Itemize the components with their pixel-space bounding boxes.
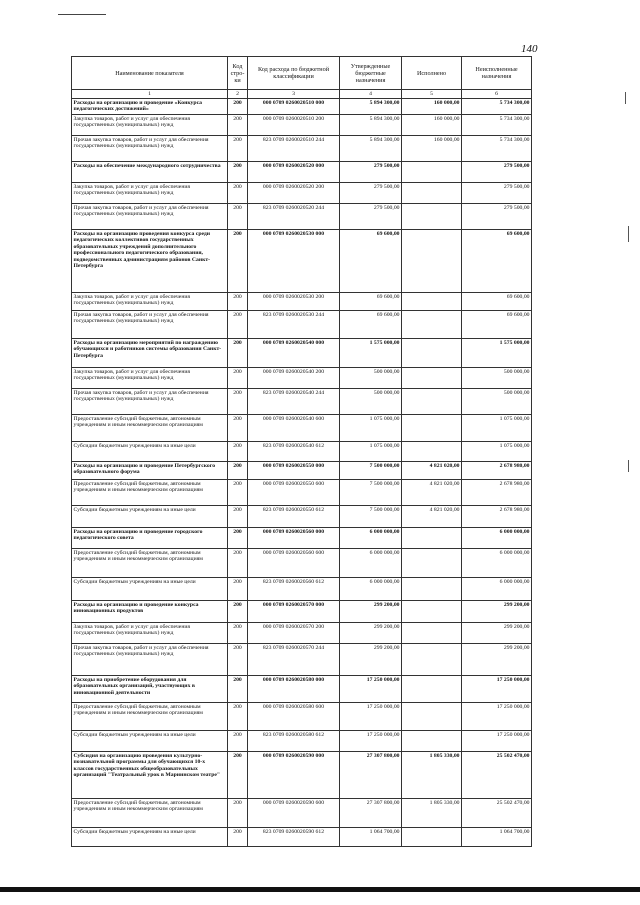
row-line-code: 200 [228, 828, 248, 847]
header-executed: Исполнено [402, 57, 462, 90]
column-number: 6 [462, 90, 532, 99]
row-classification: 000 0709 0260020550 000 [248, 462, 340, 480]
row-name: Предоставление субсидий бюджетным, автономным учреждениям и иным некоммерческим организациям [72, 799, 228, 828]
row-executed [402, 389, 462, 415]
row-approved: 17 250 000,00 [340, 703, 402, 731]
table-row [72, 415, 532, 442]
row-name: Закупка товаров, работ и услуг для обеспечения государственных (муниципальных) нужд [72, 115, 228, 136]
row-line-code: 200 [228, 293, 248, 311]
row-executed [402, 528, 462, 549]
row-classification: 000 0709 0260020590 600 [248, 799, 340, 828]
row-unexecuted: 1 064 700,00 [462, 828, 532, 847]
table-row [72, 389, 532, 415]
row-name: Закупка товаров, работ и услуг для обеспечения государственных (муниципальных) нужд [72, 368, 228, 389]
table-row [72, 676, 532, 703]
table-row [72, 162, 532, 183]
table-row [72, 99, 532, 115]
row-line-code: 200 [228, 703, 248, 731]
row-line-code: 200 [228, 204, 248, 230]
row-approved: 6 000 000,00 [340, 549, 402, 578]
header-budget-classification: Код расхода по бюджетной классификации [248, 57, 340, 90]
row-line-code: 200 [228, 731, 248, 752]
table-row [72, 506, 532, 528]
row-executed [402, 415, 462, 442]
row-line-code: 200 [228, 99, 248, 115]
row-classification: 000 0709 0260020590 000 [248, 752, 340, 799]
row-executed: 4 821 020,00 [402, 462, 462, 480]
row-unexecuted: 299 200,00 [462, 601, 532, 623]
row-name: Расходы на организацию и проведение Петербургского образовательного форума [72, 462, 228, 480]
row-name: Субсидии бюджетным учреждениям на иные цели [72, 442, 228, 462]
row-unexecuted: 17 250 000,00 [462, 731, 532, 752]
row-classification: 823 0709 0260020520 244 [248, 204, 340, 230]
row-line-code: 200 [228, 799, 248, 828]
row-executed [402, 368, 462, 389]
row-unexecuted: 69 600,00 [462, 230, 532, 293]
row-unexecuted: 1 075 000,00 [462, 415, 532, 442]
row-approved: 5 894 300,00 [340, 136, 402, 162]
row-classification: 000 0709 0260020580 600 [248, 703, 340, 731]
header-line-code: Код стро-ки [228, 57, 248, 90]
row-approved: 7 500 000,00 [340, 462, 402, 480]
row-unexecuted: 6 000 000,00 [462, 528, 532, 549]
row-executed [402, 204, 462, 230]
row-executed: 4 821 020,00 [402, 506, 462, 528]
row-classification: 000 0709 0260020530 000 [248, 230, 340, 293]
row-unexecuted: 500 000,00 [462, 389, 532, 415]
row-classification: 823 0709 0260020570 244 [248, 644, 340, 676]
table-row [72, 204, 532, 230]
row-classification: 823 0709 0260020540 612 [248, 442, 340, 462]
row-name: Расходы на обеспечение международного сотрудничества [72, 162, 228, 183]
row-line-code: 200 [228, 368, 248, 389]
row-line-code: 200 [228, 462, 248, 480]
top-rule [58, 14, 106, 15]
row-classification: 000 0709 0260020540 200 [248, 368, 340, 389]
column-number: 4 [340, 90, 402, 99]
table-row [72, 528, 532, 549]
row-name: Субсидии бюджетным учреждениям на иные цели [72, 828, 228, 847]
row-classification: 000 0709 0260020560 000 [248, 528, 340, 549]
table-row [72, 136, 532, 162]
row-unexecuted: 5 734 300,00 [462, 115, 532, 136]
row-executed [402, 644, 462, 676]
table-row [72, 183, 532, 204]
row-classification: 000 0709 0260020540 000 [248, 339, 340, 368]
row-unexecuted: 2 678 980,00 [462, 480, 532, 506]
row-classification: 823 0709 0260020560 612 [248, 578, 340, 601]
table-row [72, 703, 532, 731]
page-number: 140 [521, 43, 538, 55]
row-executed [402, 601, 462, 623]
row-name: Закупка товаров, работ и услуг для обеспечения государственных (муниципальных) нужд [72, 623, 228, 644]
row-approved: 299 200,00 [340, 623, 402, 644]
row-line-code: 200 [228, 506, 248, 528]
row-executed: 160 000,00 [402, 136, 462, 162]
row-approved: 69 600,00 [340, 230, 402, 293]
row-unexecuted: 17 250 000,00 [462, 703, 532, 731]
row-name: Прочая закупка товаров, работ и услуг для обеспечения государственных (муниципальных) нужд [72, 389, 228, 415]
row-name: Субсидии бюджетным учреждениям на иные цели [72, 578, 228, 601]
row-line-code: 200 [228, 136, 248, 162]
row-executed [402, 230, 462, 293]
column-number: 3 [248, 90, 340, 99]
row-executed [402, 293, 462, 311]
row-name: Расходы на приобретение оборудования для образовательных организаций, участвующих в инновационной деятельности [72, 676, 228, 703]
row-approved: 500 000,00 [340, 368, 402, 389]
row-classification: 000 0709 0260020510 200 [248, 115, 340, 136]
row-name: Расходы на организацию и проведение городского педагогического совета [72, 528, 228, 549]
row-unexecuted: 279 500,00 [462, 204, 532, 230]
column-number: 5 [402, 90, 462, 99]
row-approved: 279 500,00 [340, 183, 402, 204]
row-classification: 000 0709 0260020540 600 [248, 415, 340, 442]
row-approved: 27 307 800,00 [340, 752, 402, 799]
table-row [72, 368, 532, 389]
row-executed: 160 000,00 [402, 99, 462, 115]
table-row [72, 339, 532, 368]
row-executed [402, 183, 462, 204]
row-approved: 1 075 000,00 [340, 442, 402, 462]
row-classification: 000 0709 0260020570 200 [248, 623, 340, 644]
row-approved: 279 500,00 [340, 162, 402, 183]
row-unexecuted: 279 500,00 [462, 162, 532, 183]
row-approved: 500 000,00 [340, 389, 402, 415]
row-executed [402, 311, 462, 339]
row-unexecuted: 1 575 000,00 [462, 339, 532, 368]
row-classification: 000 0709 0260020580 000 [248, 676, 340, 703]
row-approved: 17 250 000,00 [340, 731, 402, 752]
row-name: Расходы на организацию мероприятий по награждению обучающихся и работников системы образования Санкт-Петербурга [72, 339, 228, 368]
row-unexecuted: 6 000 000,00 [462, 549, 532, 578]
table-row [72, 549, 532, 578]
row-classification: 823 0709 0260020540 244 [248, 389, 340, 415]
column-number: 2 [228, 90, 248, 99]
row-approved: 69 600,00 [340, 293, 402, 311]
row-executed: 4 821 020,00 [402, 480, 462, 506]
table-row [72, 828, 532, 847]
table-row [72, 230, 532, 293]
row-executed [402, 703, 462, 731]
row-line-code: 200 [228, 623, 248, 644]
table-row [72, 462, 532, 480]
row-unexecuted: 2 678 980,00 [462, 462, 532, 480]
row-approved: 5 894 300,00 [340, 115, 402, 136]
table-row [72, 601, 532, 623]
table-body [72, 99, 532, 847]
row-executed [402, 578, 462, 601]
row-unexecuted: 299 200,00 [462, 623, 532, 644]
row-line-code: 200 [228, 480, 248, 506]
budget-execution-table [71, 56, 532, 847]
row-unexecuted: 5 734 300,00 [462, 99, 532, 115]
row-line-code: 200 [228, 183, 248, 204]
row-approved: 69 600,00 [340, 311, 402, 339]
row-classification: 000 0709 0260020520 000 [248, 162, 340, 183]
row-executed: 1 805 330,00 [402, 752, 462, 799]
row-executed [402, 549, 462, 578]
row-unexecuted: 69 600,00 [462, 311, 532, 339]
row-executed [402, 623, 462, 644]
row-line-code: 200 [228, 162, 248, 183]
row-approved: 1 064 700,00 [340, 828, 402, 847]
row-approved: 17 250 000,00 [340, 676, 402, 703]
row-approved: 299 200,00 [340, 644, 402, 676]
row-approved: 7 500 000,00 [340, 480, 402, 506]
row-name: Закупка товаров, работ и услуг для обеспечения государственных (муниципальных) нужд [72, 293, 228, 311]
row-approved: 279 500,00 [340, 204, 402, 230]
row-approved: 1 575 000,00 [340, 339, 402, 368]
row-line-code: 200 [228, 115, 248, 136]
row-classification: 823 0709 0260020590 612 [248, 828, 340, 847]
row-name: Субсидии бюджетным учреждениям на иные цели [72, 731, 228, 752]
row-name: Расходы на организацию проведения конкурса среди педагогических коллективов государственных образовательных учреждений дополнительного профессионального педагогического образования, подведомственных администрациям районов Санкт-Петербурга [72, 230, 228, 293]
row-name: Прочая закупка товаров, работ и услуг для обеспечения государственных (муниципальных) нужд [72, 204, 228, 230]
row-line-code: 200 [228, 230, 248, 293]
row-classification: 823 0709 0260020530 244 [248, 311, 340, 339]
table-row [72, 578, 532, 601]
row-unexecuted: 1 075 000,00 [462, 442, 532, 462]
row-approved: 1 075 000,00 [340, 415, 402, 442]
row-name: Субсидии бюджетным учреждениям на иные цели [72, 506, 228, 528]
header-indicator-name: Наименование показателя [72, 57, 228, 90]
row-executed [402, 731, 462, 752]
row-unexecuted: 5 734 300,00 [462, 136, 532, 162]
edge-mark [628, 226, 629, 242]
header-approved: Утвержденные бюджетные назначения [340, 57, 402, 90]
row-unexecuted: 25 502 470,00 [462, 752, 532, 799]
row-line-code: 200 [228, 676, 248, 703]
table-row [72, 799, 532, 828]
edge-mark [628, 460, 629, 472]
table-row [72, 731, 532, 752]
row-classification: 000 0709 0260020560 600 [248, 549, 340, 578]
row-line-code: 200 [228, 752, 248, 799]
row-line-code: 200 [228, 549, 248, 578]
row-name: Прочая закупка товаров, работ и услуг для обеспечения государственных (муниципальных) нужд [72, 136, 228, 162]
row-approved: 6 000 000,00 [340, 578, 402, 601]
row-name: Предоставление субсидий бюджетным, автономным учреждениям и иным некоммерческим организациям [72, 480, 228, 506]
row-line-code: 200 [228, 415, 248, 442]
row-approved: 7 500 000,00 [340, 506, 402, 528]
row-classification: 000 0709 0260020510 000 [248, 99, 340, 115]
row-classification: 823 0709 0260020550 612 [248, 506, 340, 528]
row-classification: 000 0709 0260020570 000 [248, 601, 340, 623]
row-classification: 000 0709 0260020530 200 [248, 293, 340, 311]
row-executed [402, 162, 462, 183]
row-classification: 823 0709 0260020580 612 [248, 731, 340, 752]
edge-mark [625, 92, 626, 104]
row-executed [402, 442, 462, 462]
table-row [72, 115, 532, 136]
row-name: Предоставление субсидий бюджетным, автономным учреждениям и иным некоммерческим организациям [72, 703, 228, 731]
row-name: Прочая закупка товаров, работ и услуг для обеспечения государственных (муниципальных) нужд [72, 644, 228, 676]
row-classification: 000 0709 0260020520 200 [248, 183, 340, 204]
row-approved: 27 307 800,00 [340, 799, 402, 828]
row-line-code: 200 [228, 578, 248, 601]
table-row [72, 752, 532, 799]
row-approved: 299 200,00 [340, 601, 402, 623]
row-unexecuted: 279 500,00 [462, 183, 532, 204]
header-unexecuted: Неисполненные назначения [462, 57, 532, 90]
column-number-row [72, 90, 532, 99]
row-unexecuted: 17 250 000,00 [462, 676, 532, 703]
table-row [72, 442, 532, 462]
row-executed [402, 828, 462, 847]
row-unexecuted: 25 502 470,00 [462, 799, 532, 828]
row-line-code: 200 [228, 601, 248, 623]
row-unexecuted: 299 200,00 [462, 644, 532, 676]
table-header-row [72, 57, 532, 90]
row-name: Предоставление субсидий бюджетным, автономным учреждениям и иным некоммерческим организациям [72, 549, 228, 578]
row-unexecuted: 69 600,00 [462, 293, 532, 311]
table-row [72, 480, 532, 506]
row-line-code: 200 [228, 311, 248, 339]
row-line-code: 200 [228, 644, 248, 676]
row-line-code: 200 [228, 389, 248, 415]
row-executed: 160 000,00 [402, 115, 462, 136]
bottom-scan-bar [0, 887, 640, 892]
row-approved: 5 894 300,00 [340, 99, 402, 115]
row-name: Закупка товаров, работ и услуг для обеспечения государственных (муниципальных) нужд [72, 183, 228, 204]
row-line-code: 200 [228, 528, 248, 549]
table-row [72, 293, 532, 311]
row-name: Расходы на организацию и проведение «Конкурса педагогических достижений» [72, 99, 228, 115]
table-row [72, 644, 532, 676]
table-row [72, 311, 532, 339]
row-unexecuted: 6 000 000,00 [462, 578, 532, 601]
row-name: Субсидия на организацию проведения культурно-познавательной программы для обучающихся 10-х классов государственных общеобразовательных организаций "Театральный урок в Мариинском театре" [72, 752, 228, 799]
row-name: Расходы на организацию и проведение конкурса инновационных продуктов [72, 601, 228, 623]
row-unexecuted: 2 678 980,00 [462, 506, 532, 528]
column-number: 1 [72, 90, 228, 99]
row-line-code: 200 [228, 442, 248, 462]
row-classification: 000 0709 0260020550 600 [248, 480, 340, 506]
row-name: Прочая закупка товаров, работ и услуг для обеспечения государственных (муниципальных) нужд [72, 311, 228, 339]
table-row [72, 623, 532, 644]
row-approved: 6 000 000,00 [340, 528, 402, 549]
row-line-code: 200 [228, 339, 248, 368]
row-executed [402, 339, 462, 368]
row-unexecuted: 500 000,00 [462, 368, 532, 389]
row-executed: 1 805 330,00 [402, 799, 462, 828]
row-name: Предоставление субсидий бюджетным, автономным учреждениям и иным некоммерческим организациям [72, 415, 228, 442]
row-executed [402, 676, 462, 703]
row-classification: 823 0709 0260020510 244 [248, 136, 340, 162]
